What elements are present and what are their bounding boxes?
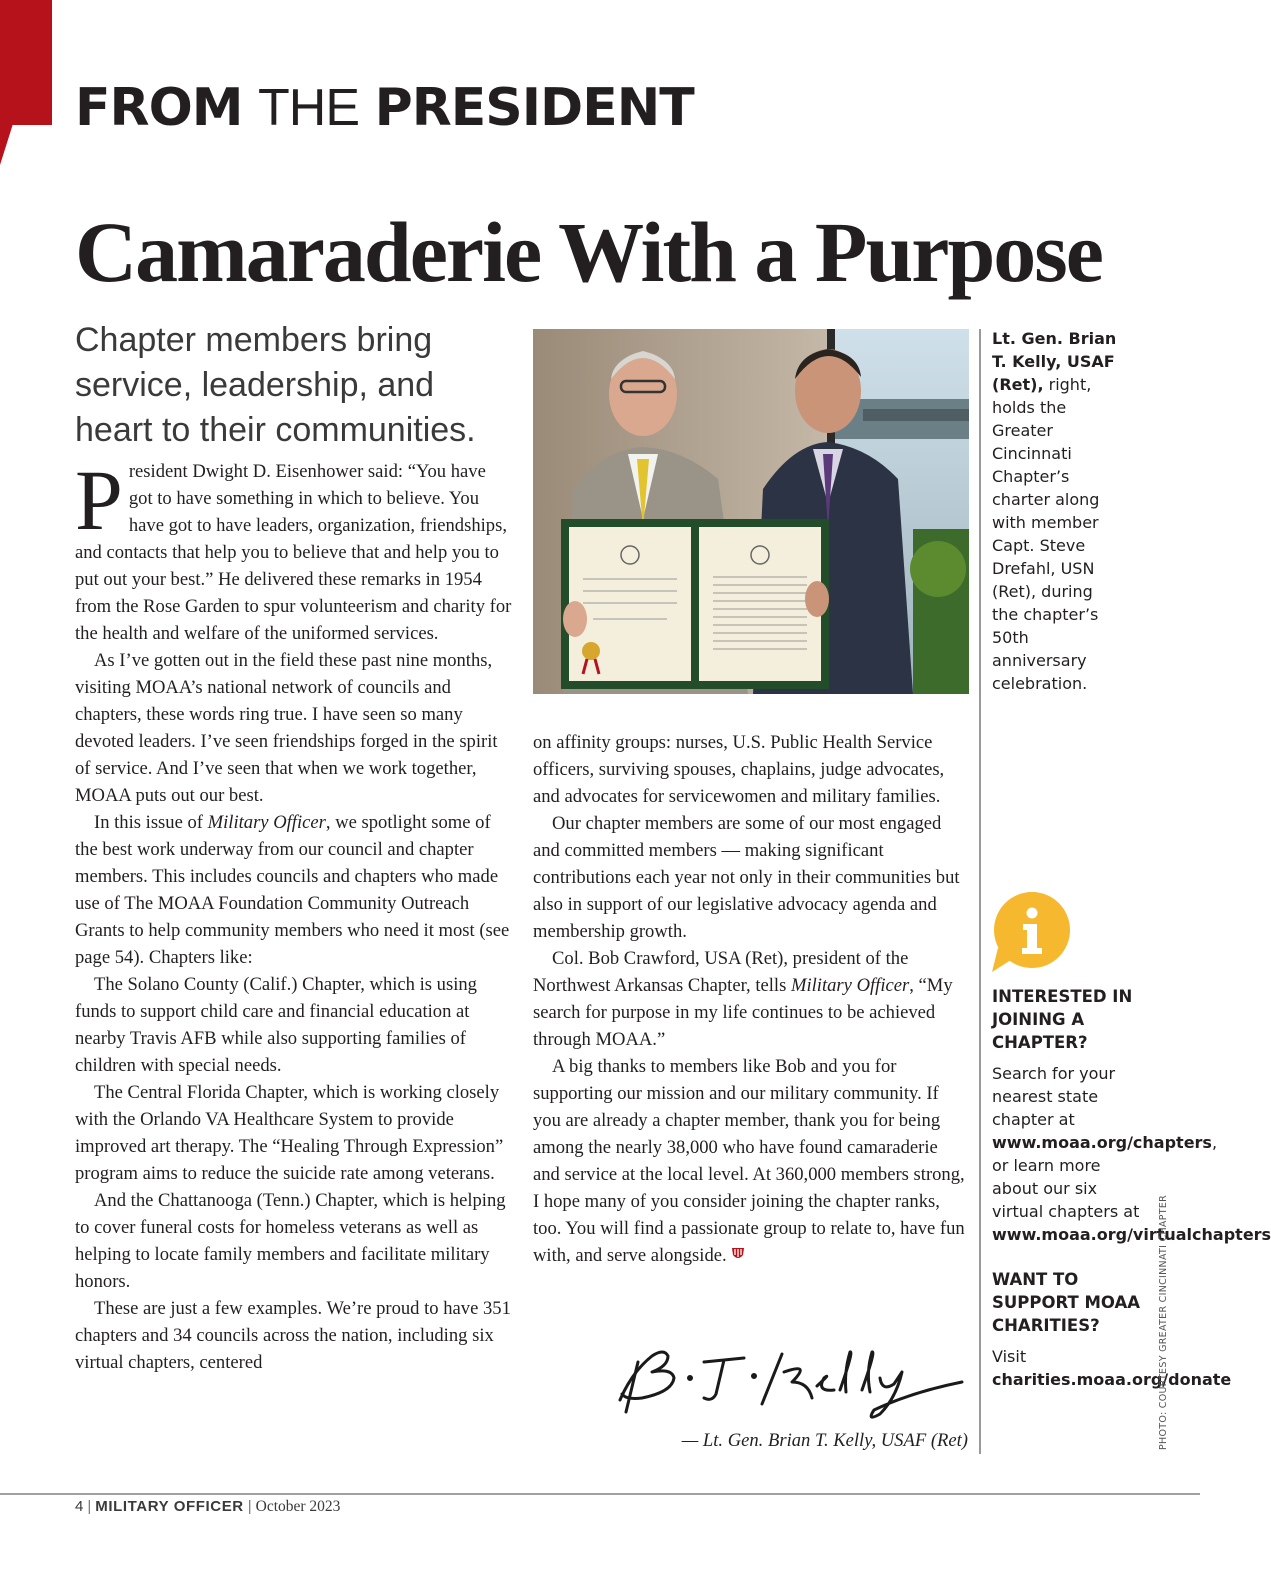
- paragraph-1-text: resident Dwight D. Eisenhower said: “You have got to have something in which to believe. You have got to have leaders, organization, friendships, and contacts that help you to believe that and help you to put out your best.” He delivered these remarks in 1954 from the Rose Garden to spur volunteerism and charity for the health and welfare of the uniformed services.: [75, 461, 512, 644]
- info-icon: [990, 892, 1074, 972]
- sidebar-answer-join-text: Search for your nearest state chapter at: [992, 1064, 1116, 1129]
- article-headline: Camaraderie With a Purpose: [75, 204, 1102, 300]
- sidebar-question-join: INTERESTED IN JOINING A CHAPTER?: [992, 987, 1133, 1052]
- sidebar-answer-join: [992, 1062, 1271, 1246]
- page-footer: [75, 1498, 340, 1516]
- photo-credit: PHOTO: COURTESY GREATER CINCINNATI CHAPTER: [1158, 1194, 1169, 1450]
- magazine-title-italic: Military Officer: [790, 975, 910, 996]
- caption-text: right, holds the Greater Cincinnati Chapter’s charter along with member Capt. Steve Drefahl, USN (Ret), during the chapter’s 50th anniversary celebration.: [992, 375, 1100, 693]
- sidebar-divider: [979, 329, 981, 1454]
- paragraph-5: The Central Florida Chapter, which is working closely with the Orlando VA Healthcare System to provide improved art therapy. The “Healing Through Expression” program aims to reduce the suicide rate among veterans.: [75, 1082, 504, 1184]
- signature-graphic: [612, 1342, 968, 1422]
- issue-date: October 2023: [255, 1498, 341, 1515]
- sidebar-answer-charities-text: Visit: [992, 1347, 1027, 1366]
- article-column-2: [533, 729, 967, 1269]
- magazine-title-italic: Military Officer: [207, 812, 326, 833]
- paragraph-6: And the Chattanooga (Tenn.) Chapter, which is helping to cover funeral costs for homeless veterans as well as helping to locate family members and facilitate military honors.: [75, 1190, 506, 1292]
- paragraph-11: [533, 1053, 967, 1269]
- virtual-chapters-link[interactable]: www.moaa.org/virtualchapters: [992, 1225, 1271, 1244]
- footer-separator: |: [87, 1498, 92, 1515]
- red-corner-tab-point: [0, 0, 52, 165]
- moaa-endmark-icon: [731, 1247, 745, 1261]
- caption-name: Lt. Gen. Brian T. Kelly, USAF (Ret),: [992, 329, 1117, 394]
- article-dek: Chapter members bring service, leadership, and heart to their communities.: [75, 321, 476, 449]
- section-header: [75, 78, 694, 138]
- sidebar-answer-join-text-mid: , or learn more about our six virtual chapters at: [992, 1133, 1218, 1221]
- paragraph-10: [533, 945, 967, 1053]
- paragraph-7: These are just a few examples. We’re proud to have 351 chapters and 34 councils across the nation, including six virtual chapters, centered: [75, 1298, 511, 1373]
- signature-attribution: — Lt. Gen. Brian T. Kelly, USAF (Ret): [681, 1430, 968, 1451]
- paragraph-2: As I’ve gotten out in the field these past nine months, visiting MOAA’s national network of councils and chapters, these words ring true. I have seen so many devoted leaders. I’ve seen friendships forged in the spirit of service. And I’ve seen that when we work together, MOAA puts out our best.: [75, 650, 498, 806]
- paragraph-3-text-b: , we spotlight some of the best work underway from our council and chapter members. This includes councils and chapters who made use of The MOAA Foundation Community Outreach Grants to help community members who need it most (see page 54). Chapters like:: [75, 812, 510, 968]
- page-number: 4: [75, 1498, 84, 1515]
- donate-link[interactable]: charities.moaa.org/donate: [992, 1370, 1232, 1389]
- paragraph-10-text-a: Col. Bob Crawford, USA (Ret), president of the Northwest Arkansas Chapter, tells: [533, 948, 909, 996]
- sidebar-question-charities: WANT TO SUPPORT MOAA CHARITIES?: [992, 1270, 1141, 1335]
- paragraph-3-text-a: In this issue of: [94, 812, 208, 833]
- photo-caption: [992, 327, 1122, 695]
- section-word-from: FROM: [75, 78, 243, 138]
- section-word-the: THE: [258, 79, 360, 137]
- article-column-1: [75, 452, 513, 1376]
- drop-cap: P: [75, 452, 123, 548]
- footer-separator: |: [247, 1498, 252, 1515]
- sidebar-answer-charities: [992, 1345, 1232, 1391]
- paragraph-8: on affinity groups: nurses, U.S. Public Health Service officers, surviving spouses, chaplains, judge advocates, and advocates for servicewomen and military families.: [533, 732, 945, 807]
- paragraph-10-text-b: , “My search for purpose in my life continues to be achieved through MOAA.”: [533, 975, 953, 1050]
- footer-rule: [0, 1493, 1200, 1495]
- magazine-name: MILITARY OFFICER: [95, 1498, 244, 1515]
- section-word-president: PRESIDENT: [374, 78, 694, 138]
- paragraph-3: [75, 809, 513, 971]
- paragraph-4: The Solano County (Calif.) Chapter, which is using funds to support child care and financial education at nearby Travis AFB while also supporting families of children with special needs.: [75, 974, 477, 1076]
- paragraph-1: [75, 452, 513, 647]
- paragraph-11-text: A big thanks to members like Bob and you for supporting our mission and our military community. If you are already a chapter member, thank you for being among the nearly 38,000 who have found camaraderie and service at the local level. At 360,000 members strong, I hope many of you consider joining the chapter ranks, too. You will find a passionate group to relate to, have fun with, and serve alongside.: [533, 1056, 965, 1266]
- chapters-link[interactable]: www.moaa.org/chapters: [992, 1133, 1212, 1152]
- chapter-charter-photo: [533, 329, 969, 694]
- paragraph-9: Our chapter members are some of our most engaged and committed members — making significant contributions each year not only in their communities but also in support of our legislative advocacy agenda and membership growth.: [533, 813, 960, 942]
